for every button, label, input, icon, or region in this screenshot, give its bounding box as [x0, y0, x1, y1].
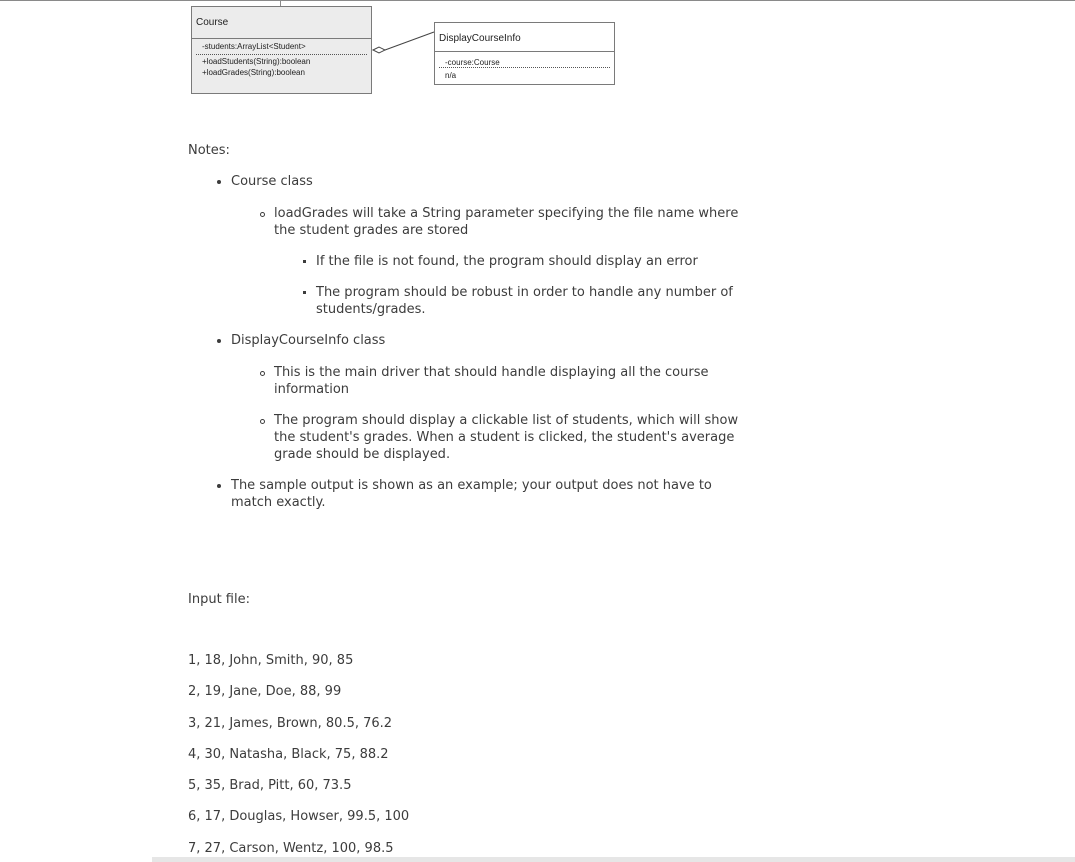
bullet-circle-icon: [260, 212, 265, 217]
uml-course-dotted-divider: [196, 54, 367, 55]
top-divider: [0, 0, 1075, 1]
uml-display-attribute: -course:Course: [445, 58, 500, 67]
list-item-text: The program should display a clickable list of students, which will show the student's grades. When a student is clicked, the student's average grade should be displayed.: [274, 413, 739, 462]
uml-course-title: Course: [196, 17, 229, 28]
list-item: [231, 173, 731, 190]
input-file-line: 5, 35, Brad, Pitt, 60, 73.5: [188, 778, 352, 793]
list-item-text: loadGrades will take a String parameter specifying the file name where the student grades are stored: [274, 206, 739, 238]
uml-course-attribute: -students:ArrayList<Student>: [202, 42, 306, 51]
input-file-line: 1, 18, John, Smith, 90, 85: [188, 653, 354, 668]
horizontal-scrollbar[interactable]: [152, 857, 1075, 862]
list-item: [231, 477, 731, 511]
uml-display-class: [434, 22, 615, 85]
input-file-line: 4, 30, Natasha, Black, 75, 88.2: [188, 747, 389, 762]
list-item-text: This is the main driver that should handle displaying all the course information: [274, 365, 709, 397]
uml-course-method: +loadStudents(String):boolean: [202, 57, 311, 66]
uml-course-divider: [192, 38, 371, 39]
input-file-line: 2, 19, Jane, Doe, 88, 99: [188, 684, 342, 699]
uml-display-dotted-divider: [439, 67, 610, 68]
bullet-disc-icon: [217, 484, 221, 488]
list-item-text: The sample output is shown as an example; your output does not have to match exactly.: [231, 478, 712, 510]
list-item: [274, 364, 744, 398]
list-item: [316, 284, 746, 318]
input-file-heading: Input file:: [188, 592, 250, 607]
bullet-circle-icon: [260, 419, 265, 424]
bullet-square-icon: [303, 291, 306, 294]
list-item-text: DisplayCourseInfo class: [231, 333, 386, 348]
list-item: [274, 412, 744, 463]
input-file-line: 6, 17, Douglas, Howser, 99.5, 100: [188, 809, 410, 824]
uml-display-divider: [435, 51, 614, 52]
list-item-text: Course class: [231, 174, 313, 189]
notes-heading: Notes:: [188, 143, 230, 158]
aggregation-diamond-icon: [373, 47, 385, 53]
input-file-line: 3, 21, James, Brown, 80.5, 76.2: [188, 716, 393, 731]
uml-course-class: [191, 6, 372, 94]
uml-display-method: n/a: [445, 71, 457, 80]
uml-display-title: DisplayCourseInfo: [439, 33, 521, 44]
bullet-disc-icon: [217, 180, 221, 184]
bullet-disc-icon: [217, 339, 221, 343]
uml-aggregation-connector: [372, 42, 434, 58]
aggregation-line: [385, 32, 434, 50]
list-item: [316, 253, 746, 270]
list-item: [274, 205, 744, 239]
input-file-line: 7, 27, Carson, Wentz, 100, 98.5: [188, 841, 394, 856]
list-item-text: If the file is not found, the program should display an error: [316, 254, 698, 269]
bullet-square-icon: [303, 260, 306, 263]
bullet-circle-icon: [260, 371, 265, 376]
list-item-text: The program should be robust in order to handle any number of students/grades.: [316, 285, 733, 317]
uml-course-method: +loadGrades(String):boolean: [202, 68, 305, 77]
list-item: [231, 332, 731, 349]
